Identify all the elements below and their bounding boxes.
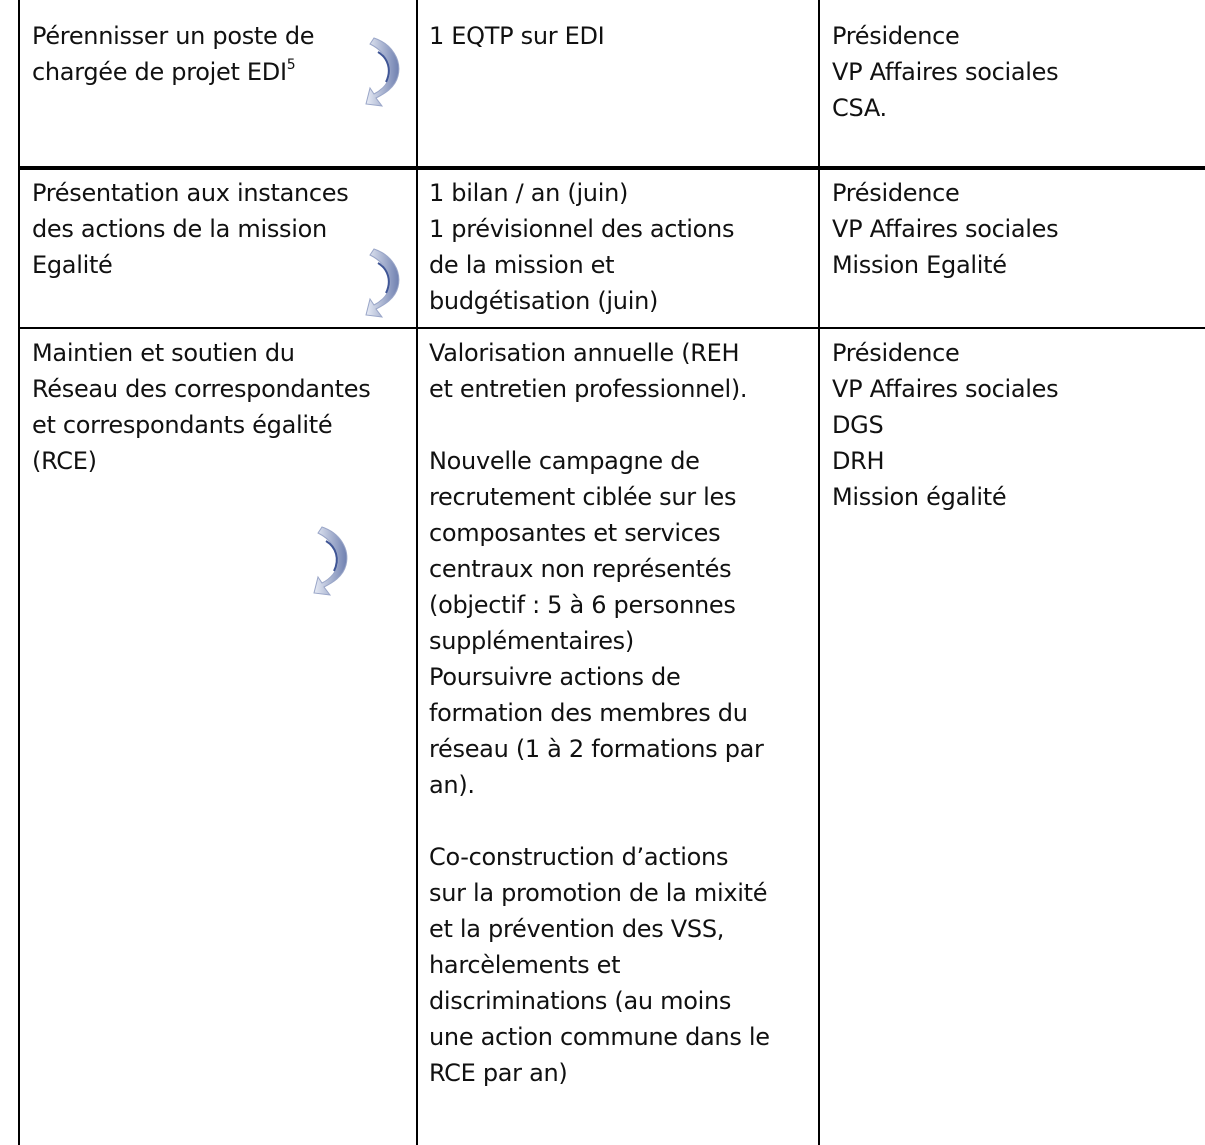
indicator-line: recrutement ciblée sur les bbox=[429, 483, 737, 511]
responsible-line: DGS bbox=[832, 411, 884, 439]
indicator-line: Poursuivre actions de bbox=[429, 663, 681, 691]
indicator-line: centraux non représentés bbox=[429, 555, 732, 583]
action-line: Maintien et soutien du bbox=[32, 339, 295, 367]
indicator-line: et entretien professionnel). bbox=[429, 375, 748, 403]
responsible-line: Présidence bbox=[832, 179, 960, 207]
action-cell bbox=[20, 169, 416, 327]
action-line: Réseau des correspondantes bbox=[32, 375, 371, 403]
indicator-line: harcèlements et bbox=[429, 951, 621, 979]
action-line: et correspondants égalité bbox=[32, 411, 333, 439]
footnote-marker: 5 bbox=[286, 57, 296, 73]
indicator-line: supplémentaires) bbox=[429, 627, 634, 655]
responsible-cell bbox=[820, 169, 1205, 327]
responsible-cell bbox=[820, 0, 1205, 166]
responsible-line: CSA. bbox=[832, 94, 887, 122]
action-line: Pérennisser un poste de bbox=[32, 22, 315, 50]
curved-arrow-icon bbox=[362, 34, 408, 110]
indicator-line: Valorisation annuelle (REH bbox=[429, 339, 740, 367]
responsible-line: Mission égalité bbox=[832, 483, 1007, 511]
indicator-line: réseau (1 à 2 formations par bbox=[429, 735, 764, 763]
table-row bbox=[0, 0, 1205, 166]
responsible-line: Mission Egalité bbox=[832, 251, 1007, 279]
indicator-line: (objectif : 5 à 6 personnes bbox=[429, 591, 736, 619]
action-line: (RCE) bbox=[32, 447, 97, 475]
responsible-line: Présidence bbox=[832, 339, 960, 367]
indicator-line: 1 EQTP sur EDI bbox=[429, 22, 605, 50]
indicator-line: de la mission et bbox=[429, 251, 615, 279]
indicator-line: discriminations (au moins bbox=[429, 987, 732, 1015]
indicator-line: 1 prévisionnel des actions bbox=[429, 215, 735, 243]
action-cell bbox=[20, 0, 416, 166]
curved-arrow-icon bbox=[310, 523, 356, 599]
indicator-cell bbox=[417, 169, 819, 327]
responsible-line: VP Affaires sociales bbox=[832, 215, 1059, 243]
action-cell bbox=[20, 329, 416, 1145]
action-line: Présentation aux instances bbox=[32, 179, 349, 207]
indicator-line: an). bbox=[429, 771, 475, 799]
table-row bbox=[0, 329, 1205, 1145]
table-row bbox=[0, 169, 1205, 327]
indicator-line: formation des membres du bbox=[429, 699, 748, 727]
indicator-line: Co-construction d’actions bbox=[429, 843, 729, 871]
indicator-spacer bbox=[429, 803, 819, 839]
indicator-line: budgétisation (juin) bbox=[429, 287, 659, 315]
action-line: des actions de la mission bbox=[32, 215, 327, 243]
indicator-cell bbox=[417, 0, 819, 166]
indicator-cell bbox=[417, 329, 819, 1145]
indicator-spacer bbox=[429, 407, 819, 443]
responsible-line: VP Affaires sociales bbox=[832, 58, 1059, 86]
curved-arrow-icon bbox=[362, 245, 408, 321]
action-line-with-footnote: chargée de projet EDI$^5$ bbox=[32, 57, 296, 86]
indicator-line: 1 bilan / an (juin) bbox=[429, 179, 629, 207]
indicator-line: sur la promotion de la mixité bbox=[429, 879, 768, 907]
action-line: Egalité bbox=[32, 251, 113, 279]
indicator-line: et la prévention des VSS, bbox=[429, 915, 725, 943]
indicator-line: RCE par an) bbox=[429, 1059, 568, 1087]
responsible-cell bbox=[820, 329, 1205, 1145]
indicator-line: Nouvelle campagne de bbox=[429, 447, 700, 475]
responsible-line: Présidence bbox=[832, 22, 960, 50]
indicator-line: une action commune dans le bbox=[429, 1023, 770, 1051]
responsible-line: VP Affaires sociales bbox=[832, 375, 1059, 403]
indicator-line: composantes et services bbox=[429, 519, 721, 547]
responsible-line: DRH bbox=[832, 447, 885, 475]
